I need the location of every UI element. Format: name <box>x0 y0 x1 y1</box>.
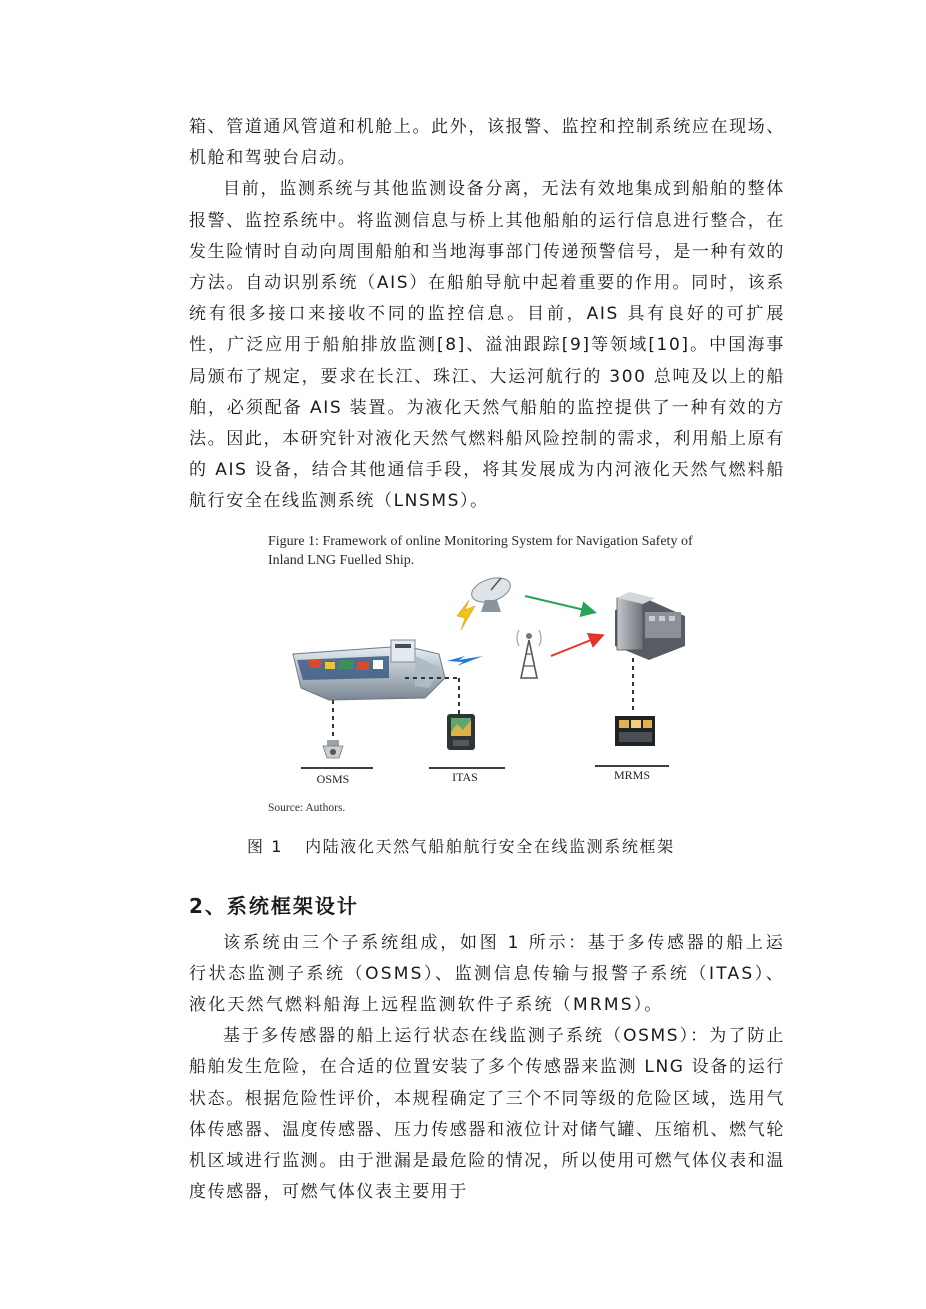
paragraph: 目前，监测系统与其他监测设备分离，无法有效地集成到船舶的整体报警、监控系统中。将监测信息与桥上其他船舶的运行信息进行整合，在发生险情时自动向周围船舶和当地海事部门传递预警信号，是一种有效的方法。自动识别系统（AIS）在船舶导航中起着重要的作用。同时，该系统有很多接口来接收不同的监控信息。目前，AIS 具有良好的可扩展性，广泛应用于船舶排放监测[8]、溢油跟踪[9]等领域[10]。中国海事局颁布了规定，要求在长江、珠江、大运河航行的 300 总吨及以上的船舶，必须配备 AIS 装置。为液化天然气船舶的监控提供了一种有效的方法。因此，本研究针对液化天然气燃料船风险控制的需求，利用船上原有的 AIS 设备，结合其他通信手段，将其发展成为内河液化天然气燃料船航行安全在线监测系统（LNSMS）。 <box>189 179 785 512</box>
figure-source: Source: Authors. <box>268 801 346 814</box>
paragraph: 基于多传感器的船上运行状态在线监测子系统（OSMS）：为了防止船舶发生危险，在合适的位置安装了多个传感器来监测 LNG 设备的运行状态。根据危险性评价，本规程确定了三个不同等级的危险区域，选用气体传感器、温度传感器、压力传感器和液位计对储气罐、压缩机、燃气轮机区域进行监测。由于泄漏是最危险的情况，所以使用可燃气体仪表和温度传感器，可燃气体仪表主要用于 <box>189 1026 785 1203</box>
caption-text: 内陆液化天然气船舶航行安全在线监测系统框架 <box>305 836 675 856</box>
control-center-building-icon <box>615 592 685 660</box>
caption-number: 图 1 <box>247 836 284 856</box>
figure-title: Figure 1: Framework of online Monitoring System for Navigation Safety of Inland LNG Fuelled Ship. <box>268 533 693 568</box>
label-osms: OSMS <box>316 771 350 786</box>
paragraph: 箱、管道通风管道和机舱上。此外，该报警、监控和控制系统应在现场、机舱和驾驶台启动。 <box>189 117 785 169</box>
figure-caption <box>189 834 785 860</box>
antenna-tower-icon <box>517 630 541 678</box>
monitor-room-icon <box>615 716 655 746</box>
satellite-dish-icon <box>469 573 514 612</box>
label-mrms: MRMS <box>613 767 651 782</box>
lightning-icon <box>457 600 475 630</box>
sensor-icon <box>323 740 343 758</box>
display-terminal-icon <box>447 714 475 750</box>
section-heading: 2、系统框架设计 <box>189 893 359 918</box>
page-body <box>189 112 785 1208</box>
figure-1 <box>189 528 785 824</box>
label-itas: ITAS <box>452 769 478 784</box>
ship-icon <box>293 640 445 700</box>
paragraph: 该系统由三个子系统组成，如图 1 所示：基于多传感器的船上运行状态监测子系统（OSMS）、监测信息传输与报警子系统（ITAS）、液化天然气燃料船海上远程监测软件子系统（MRMS）。 <box>189 932 785 1016</box>
wireless-signal-icon <box>447 656 483 666</box>
